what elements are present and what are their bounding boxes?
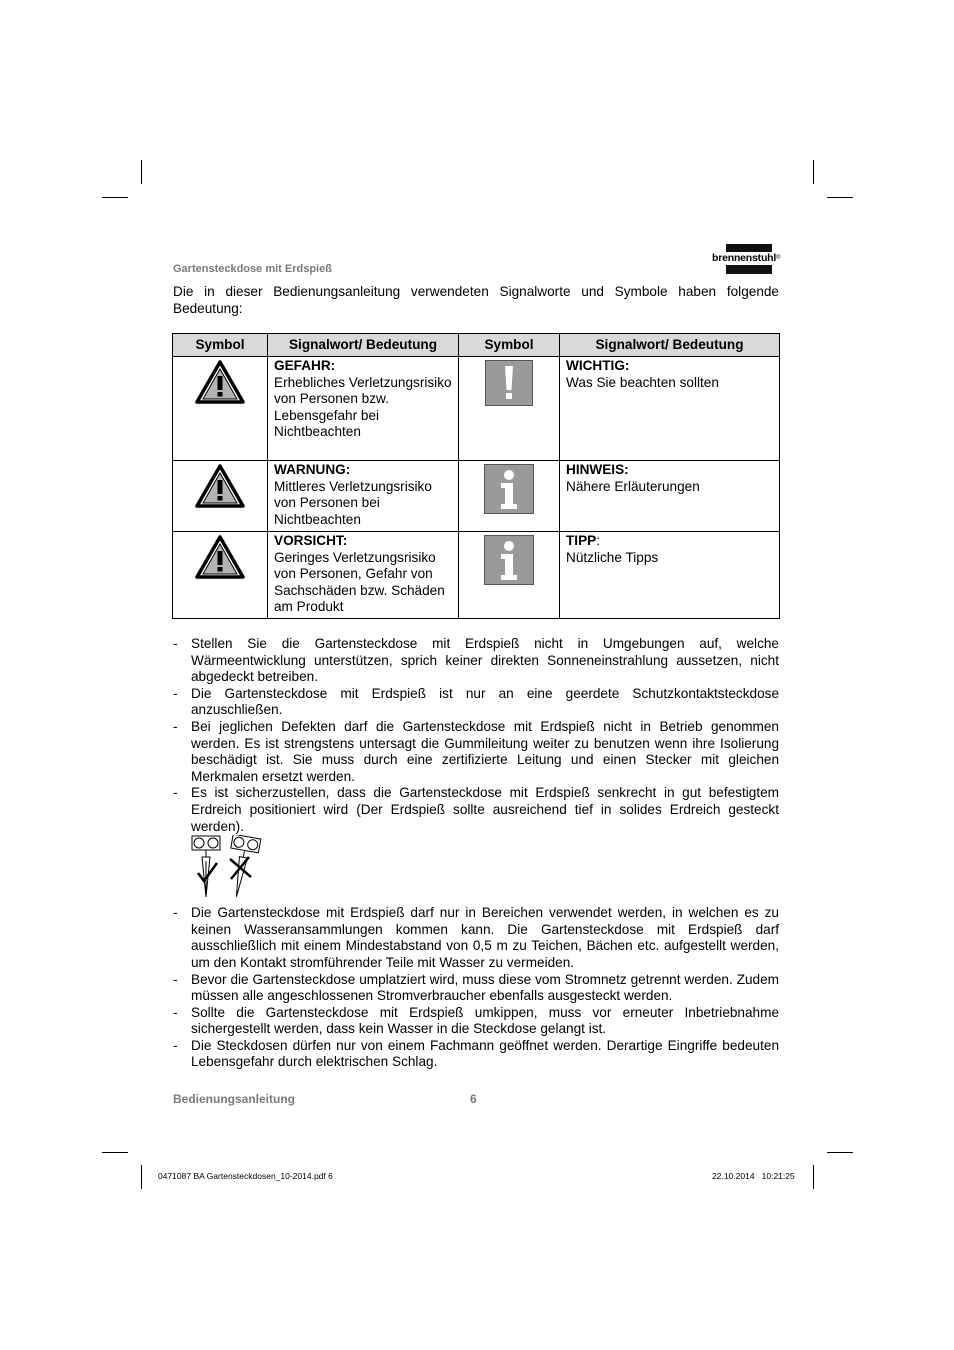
crop-mark [813,160,814,184]
warning-triangle-icon [195,360,245,404]
list-item: - Stellen Sie die Gartensteckdose mit Erdspieß nicht in Umgebungen auf, welche Wärmeentwicklung unterstützen, sprich keiner direkten Sonneneinstrahlung aussetzen, nicht abgedeckt betreiben. [173,636,779,686]
list-item: - Bei jeglichen Defekten darf die Gartensteckdose mit Erdspieß nicht in Betrieb genommen werden. Es ist strengstens untersagt die Gummileitung weiter zu benutzen wenn ihre Isolierung beschädigt ist. Sie muss durch eine zertifizierte Leitung und einen Stecker mit gleichen Merkmalen ersetzt werden. [173,719,779,785]
table-header: Symbol [459,334,560,357]
list-item: - Sollte die Gartensteckdose mit Erdspieß umkippen, muss vor erneuter Inbetriebnahme sichergestellt werden, dass kein Wasser in die Steckdose gelangt ist. [173,1005,779,1038]
table-header: Signalwort/ Bedeutung [268,334,459,357]
signal-label: GEFAHR: [274,358,336,373]
list-item: - Es ist sicherzustellen, dass die Gartensteckdose mit Erdspieß senkrecht in gut befestigtem Erdreich positioniert wird (Der Erdspieß sollte ausreichend tief in solides Erdreich gesteckt werden). [173,785,779,835]
signal-cell [268,357,459,461]
signal-label-line [566,533,773,550]
stake-correct-incorrect-icon [191,835,263,901]
crop-mark [827,1152,853,1153]
signal-label: HINWEIS: [566,462,629,477]
signal-text: Geringes Verletzungsrisiko von Personen, Gefahr von Sachschäden bzw. Schäden am Produkt [274,549,445,615]
signal-label-suffix: : [596,533,600,548]
crop-mark [141,1165,142,1189]
brennenstuhl-logo: brennenstuhl® [712,244,782,276]
symbol-cell [459,532,560,619]
intro-paragraph: Die in dieser Bedienungsanleitung verwendeten Signalworte und Symbole haben folgende Bedeutung: [173,284,779,316]
ground-stake-illustration [173,835,779,905]
signal-text: Erhebliches Verletzungsrisiko von Personen bzw. Lebensgefahr bei Nichtbeachten [274,374,452,440]
print-slug-file: 0471087 BA Gartensteckdosen_10-2014.pdf 6 [158,1171,333,1181]
info-icon [484,535,534,585]
signal-text: Nähere Erläuterungen [566,478,700,494]
signal-label: TIPP [566,533,597,548]
signal-cell [560,357,780,461]
symbol-cell [459,357,560,461]
table-row [173,461,780,532]
signal-label: WICHTIG: [566,358,630,373]
table-header: Signalwort/ Bedeutung [560,334,780,357]
exclamation-icon [485,360,533,406]
signal-text: Mittleres Verletzungsrisiko von Personen bei Nichtbeachten [274,478,432,527]
symbol-table [172,333,780,619]
footer-manual-label: Bedienungsanleitung [173,1092,296,1106]
crop-mark [102,197,128,198]
print-slug-timestamp: 22.10.2014 10:21:25 [712,1171,795,1181]
symbol-cell [173,461,268,532]
signal-label: VORSICHT: [274,533,348,548]
list-item: - Bevor die Gartensteckdose umplatziert wird, muss diese vom Stromnetz getrennt werden. Zudem müssen alle angeschlossenen Stromverbraucher ebenfalls ausgesteckt werden. [173,972,779,1005]
symbol-cell [173,357,268,461]
symbol-cell [173,532,268,619]
signal-label: WARNUNG: [274,462,351,477]
page-number: 6 [470,1092,477,1106]
crop-mark [813,1165,814,1189]
page-header-title: Gartensteckdose mit Erdspieß [173,263,332,275]
signal-cell [268,461,459,532]
signal-cell [560,461,780,532]
table-row [173,357,780,461]
crop-mark [102,1152,128,1153]
table-row [173,532,780,619]
safety-rules-list [173,636,779,1071]
table-header: Symbol [173,334,268,357]
signal-cell [268,532,459,619]
signal-text: Nützliche Tipps [566,549,659,565]
signal-cell [560,532,780,619]
warning-triangle-icon [195,535,245,579]
symbol-cell [459,461,560,532]
table-header-row [173,334,780,357]
crop-mark [141,160,142,184]
signal-text: Was Sie beachten sollten [566,374,719,390]
info-icon [484,464,534,514]
list-item: - Die Steckdosen dürfen nur von einem Fachmann geöffnet werden. Derartige Eingriffe bedeuten Lebensgefahr durch elektrischen Schlag. [173,1038,779,1071]
list-item: - Die Gartensteckdose mit Erdspieß darf nur in Bereichen verwendet werden, in welchen es zu keinen Wasseransammlungen kommen kann. Die Gartensteckdose mit Erdspieß darf ausschließlich mit einem Mindestabstand von 0,5 m zu Teichen, Bächen etc. aufgestellt werden, um den Kontakt stromführender Teile mit Wasser zu vermeiden. [173,905,779,971]
list-item: - Die Gartensteckdose mit Erdspieß ist nur an eine geerdete Schutzkontaktsteckdose anzuschließen. [173,686,779,719]
warning-triangle-icon [195,464,245,508]
crop-mark [827,197,853,198]
